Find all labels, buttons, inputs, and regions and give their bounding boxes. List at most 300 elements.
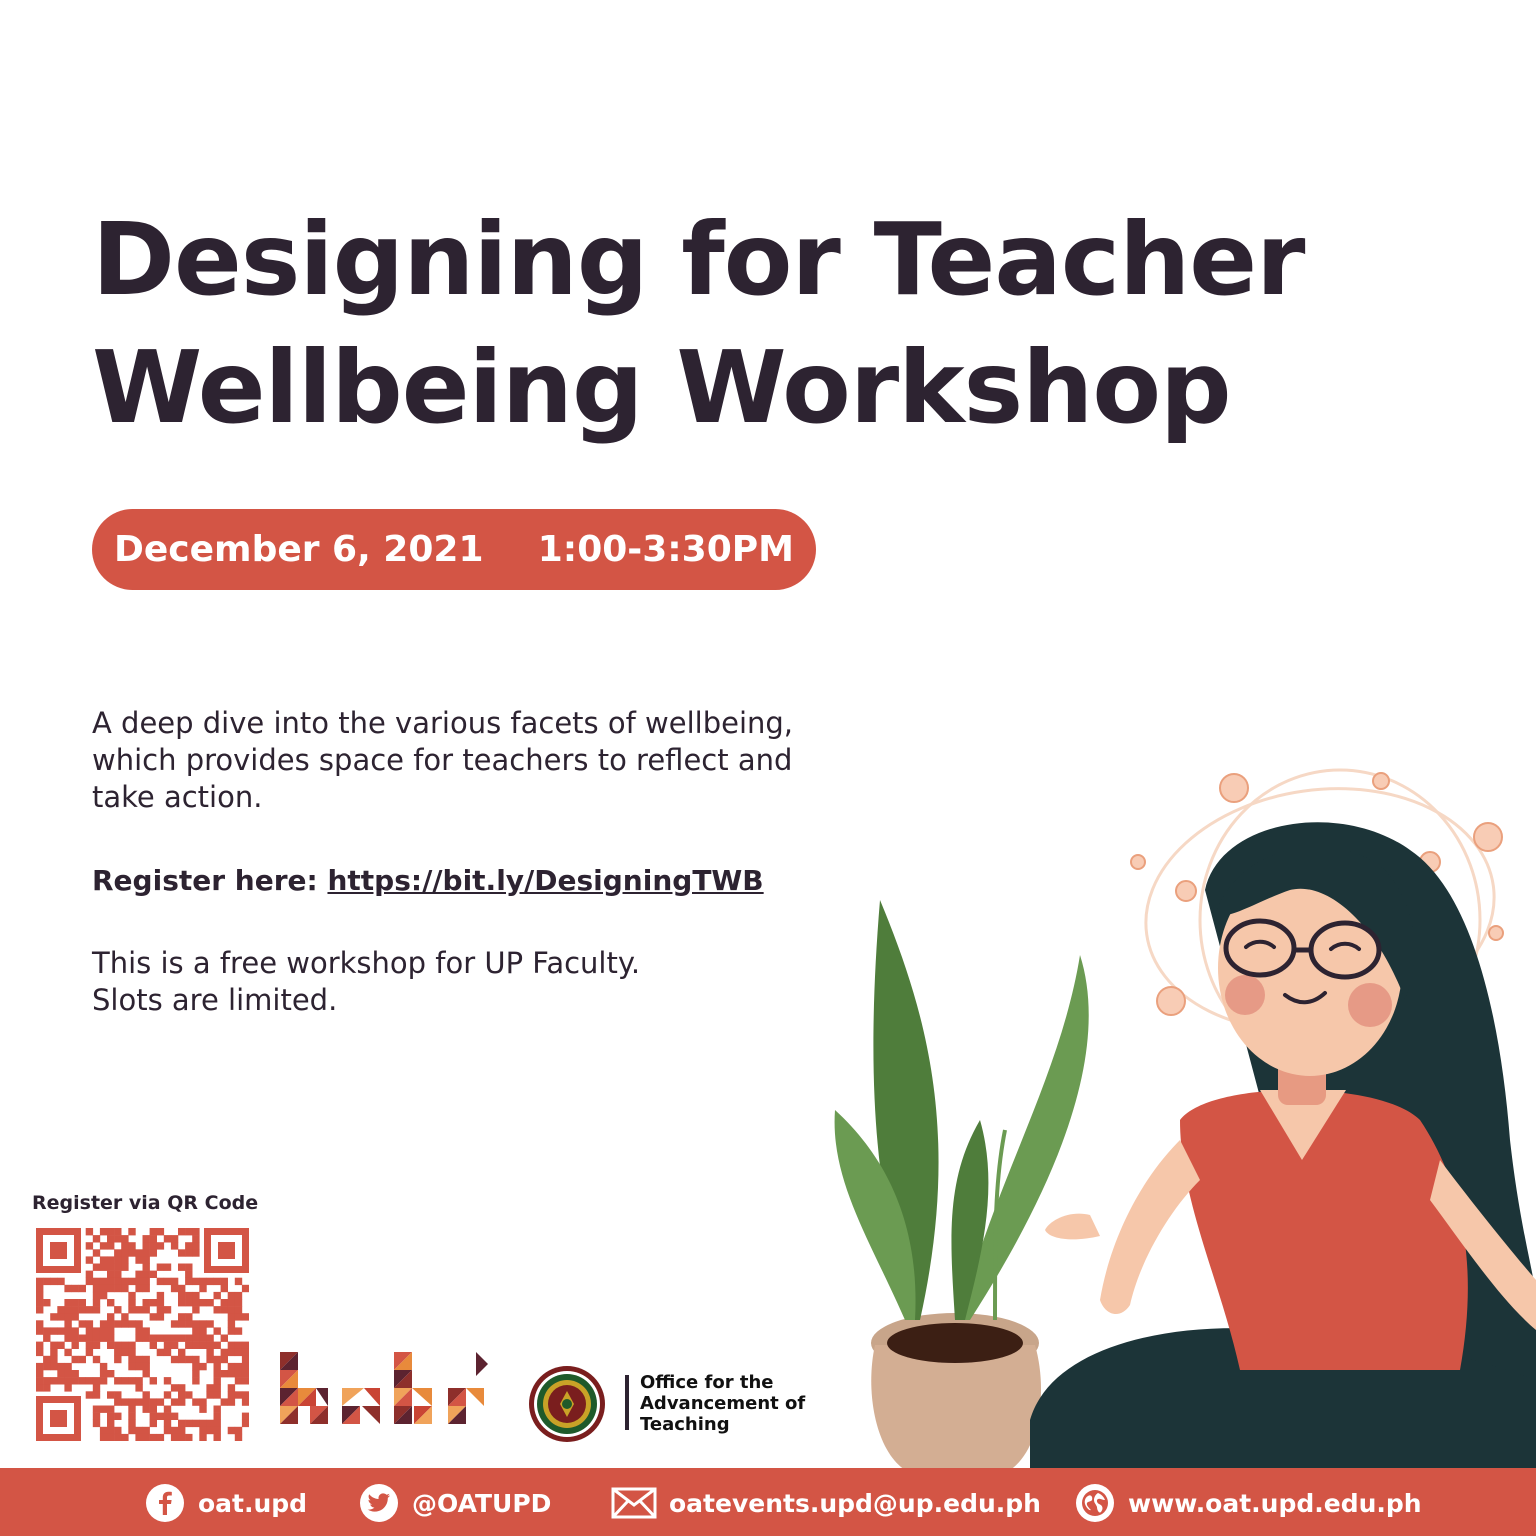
qr-module xyxy=(57,1370,64,1377)
qr-module xyxy=(79,1285,86,1292)
qr-module xyxy=(36,1292,43,1299)
qr-module xyxy=(206,1356,213,1363)
qr-module xyxy=(157,1335,164,1342)
qr-module xyxy=(79,1356,86,1363)
qr-module xyxy=(150,1313,157,1320)
qr-module xyxy=(107,1271,114,1278)
qr-module xyxy=(171,1235,178,1242)
qr-module xyxy=(114,1256,121,1263)
qr-module xyxy=(100,1377,107,1384)
qr-module xyxy=(121,1349,128,1356)
qr-module xyxy=(121,1278,128,1285)
qr-module xyxy=(114,1306,121,1313)
description-line-2: which provides space for teachers to reflect and xyxy=(92,743,793,777)
qr-module xyxy=(171,1335,178,1342)
availability-note xyxy=(92,945,852,1019)
qr-module xyxy=(192,1356,199,1363)
qr-module xyxy=(64,1285,71,1292)
qr-module xyxy=(242,1420,249,1427)
qr-module xyxy=(107,1327,114,1334)
qr-module xyxy=(100,1406,107,1413)
qr-module xyxy=(107,1420,114,1427)
qr-module xyxy=(100,1370,107,1377)
qr-module xyxy=(242,1356,249,1363)
habi-logo xyxy=(280,1352,490,1436)
qr-module xyxy=(114,1320,121,1327)
qr-module xyxy=(214,1327,221,1334)
qr-module xyxy=(206,1384,213,1391)
free-workshop-note: This is a free workshop for UP Faculty. xyxy=(92,946,641,980)
qr-module xyxy=(178,1391,185,1398)
qr-module xyxy=(100,1335,107,1342)
qr-module xyxy=(36,1363,43,1370)
qr-module xyxy=(128,1320,135,1327)
qr-module xyxy=(143,1398,150,1405)
qr-module xyxy=(43,1384,50,1391)
qr-module xyxy=(214,1342,221,1349)
qr-module xyxy=(107,1320,114,1327)
qr-module xyxy=(72,1306,79,1313)
qr-module xyxy=(93,1406,100,1413)
qr-module xyxy=(107,1413,114,1420)
qr-module xyxy=(93,1306,100,1313)
qr-module xyxy=(235,1342,242,1349)
qr-module xyxy=(157,1278,164,1285)
qr-module xyxy=(214,1413,221,1420)
qr-module xyxy=(206,1427,213,1434)
qr-module xyxy=(164,1420,171,1427)
qr-module xyxy=(164,1377,171,1384)
qr-module xyxy=(57,1306,64,1313)
website-link[interactable] xyxy=(1076,1484,1422,1522)
qr-module xyxy=(107,1235,114,1242)
qr-module xyxy=(121,1242,128,1249)
qr-module xyxy=(214,1377,221,1384)
qr-module xyxy=(221,1285,228,1292)
qr-module xyxy=(199,1363,206,1370)
qr-module xyxy=(79,1320,86,1327)
qr-module xyxy=(242,1349,249,1356)
qr-module xyxy=(185,1420,192,1427)
qr-module xyxy=(114,1342,121,1349)
qr-module xyxy=(171,1398,178,1405)
qr-module xyxy=(150,1406,157,1413)
qr-module xyxy=(150,1249,157,1256)
qr-module xyxy=(178,1228,185,1235)
oat-line-1: Office for the xyxy=(640,1372,774,1393)
qr-module xyxy=(171,1320,178,1327)
qr-module xyxy=(143,1306,150,1313)
qr-module xyxy=(72,1377,79,1384)
qr-module xyxy=(228,1299,235,1306)
qr-module xyxy=(121,1342,128,1349)
qr-module xyxy=(214,1370,221,1377)
qr-module xyxy=(214,1356,221,1363)
qr-module xyxy=(164,1413,171,1420)
oat-line-2: Advancement of xyxy=(640,1393,806,1414)
qr-module xyxy=(235,1370,242,1377)
qr-module xyxy=(150,1228,157,1235)
twitter-link[interactable] xyxy=(360,1484,551,1522)
qr-module xyxy=(64,1313,71,1320)
qr-module xyxy=(57,1313,64,1320)
qr-module xyxy=(178,1420,185,1427)
qr-module xyxy=(121,1434,128,1441)
qr-module xyxy=(242,1285,249,1292)
qr-module xyxy=(164,1264,171,1271)
qr-module xyxy=(157,1349,164,1356)
qr-module xyxy=(114,1235,121,1242)
qr-module xyxy=(242,1398,249,1405)
qr-module xyxy=(128,1349,135,1356)
qr-module xyxy=(72,1370,79,1377)
qr-module xyxy=(135,1427,142,1434)
qr-module xyxy=(164,1235,171,1242)
qr-module xyxy=(143,1406,150,1413)
qr-module xyxy=(150,1398,157,1405)
qr-module xyxy=(135,1306,142,1313)
qr-module xyxy=(164,1391,171,1398)
qr-module xyxy=(36,1320,43,1327)
qr-module xyxy=(206,1342,213,1349)
qr-module xyxy=(228,1370,235,1377)
qr-module xyxy=(157,1264,164,1271)
qr-module xyxy=(178,1320,185,1327)
qr-module xyxy=(128,1427,135,1434)
qr-module xyxy=(199,1285,206,1292)
qr-module xyxy=(192,1242,199,1249)
qr-module xyxy=(128,1249,135,1256)
qr-module xyxy=(135,1320,142,1327)
qr-module xyxy=(192,1335,199,1342)
up-seal-icon xyxy=(527,1364,607,1444)
qr-module xyxy=(114,1264,121,1271)
qr-module xyxy=(93,1342,100,1349)
qr-module xyxy=(100,1278,107,1285)
qr-module xyxy=(235,1427,242,1434)
qr-module xyxy=(178,1292,185,1299)
qr-module xyxy=(150,1235,157,1242)
qr-module xyxy=(206,1278,213,1285)
qr-module xyxy=(228,1349,235,1356)
qr-module xyxy=(143,1335,150,1342)
qr-module xyxy=(235,1299,242,1306)
qr-module xyxy=(100,1320,107,1327)
qr-module xyxy=(64,1306,71,1313)
qr-module xyxy=(150,1377,157,1384)
qr-module xyxy=(157,1299,164,1306)
qr-module xyxy=(79,1299,86,1306)
qr-module xyxy=(143,1427,150,1434)
qr-module xyxy=(199,1434,206,1441)
qr-module xyxy=(72,1356,79,1363)
qr-module xyxy=(199,1342,206,1349)
qr-module xyxy=(150,1413,157,1420)
oat-logo-text xyxy=(640,1372,805,1435)
qr-module xyxy=(178,1349,185,1356)
qr-module xyxy=(107,1427,114,1434)
qr-module xyxy=(36,1306,43,1313)
qr-module xyxy=(43,1377,50,1384)
qr-module xyxy=(128,1363,135,1370)
qr-module xyxy=(143,1370,150,1377)
qr-module xyxy=(43,1299,50,1306)
event-title xyxy=(92,196,1442,452)
qr-module xyxy=(214,1391,221,1398)
qr-module xyxy=(150,1434,157,1441)
qr-module xyxy=(185,1278,192,1285)
qr-module xyxy=(221,1299,228,1306)
qr-module xyxy=(86,1327,93,1334)
email-address: oatevents.upd@up.edu.ph xyxy=(669,1488,1041,1518)
qr-module xyxy=(93,1384,100,1391)
qr-module xyxy=(143,1285,150,1292)
qr-module xyxy=(171,1356,178,1363)
qr-module xyxy=(36,1342,43,1349)
qr-module xyxy=(128,1342,135,1349)
qr-module xyxy=(93,1413,100,1420)
qr-module xyxy=(199,1427,206,1434)
email-link[interactable] xyxy=(611,1484,1041,1522)
event-title-line-2: Wellbeing Workshop xyxy=(92,329,1231,446)
qr-module xyxy=(178,1313,185,1320)
qr-module xyxy=(143,1264,150,1271)
qr-module xyxy=(185,1271,192,1278)
qr-module xyxy=(199,1320,206,1327)
oat-line-3: Teaching xyxy=(640,1414,730,1435)
qr-module xyxy=(143,1235,150,1242)
qr-module xyxy=(57,1342,64,1349)
qr-module xyxy=(199,1406,206,1413)
qr-module xyxy=(235,1377,242,1384)
qr-module xyxy=(178,1285,185,1292)
website-url: www.oat.upd.edu.ph xyxy=(1128,1488,1422,1518)
qr-module xyxy=(178,1384,185,1391)
qr-module xyxy=(107,1228,114,1235)
qr-module xyxy=(164,1306,171,1313)
qr-module xyxy=(86,1335,93,1342)
qr-module xyxy=(143,1434,150,1441)
qr-module xyxy=(36,1370,43,1377)
qr-module xyxy=(36,1285,43,1292)
qr-module xyxy=(242,1377,249,1384)
qr-module xyxy=(50,1377,57,1384)
qr-module xyxy=(185,1242,192,1249)
qr-module xyxy=(100,1363,107,1370)
qr-module xyxy=(36,1278,43,1285)
qr-module xyxy=(128,1406,135,1413)
qr-module xyxy=(171,1413,178,1420)
qr-module xyxy=(192,1235,199,1242)
qr-module xyxy=(93,1264,100,1271)
qr-module xyxy=(135,1377,142,1384)
qr-module xyxy=(185,1249,192,1256)
qr-module xyxy=(192,1299,199,1306)
qr-module xyxy=(143,1256,150,1263)
qr-module xyxy=(36,1299,43,1306)
qr-module xyxy=(199,1278,206,1285)
qr-module xyxy=(107,1342,114,1349)
qr-module xyxy=(50,1313,57,1320)
qr-module xyxy=(93,1249,100,1256)
qr-module xyxy=(228,1427,235,1434)
qr-module xyxy=(214,1384,221,1391)
qr-module xyxy=(86,1228,93,1235)
qr-module xyxy=(228,1363,235,1370)
qr-module xyxy=(100,1427,107,1434)
qr-module xyxy=(135,1363,142,1370)
qr-module xyxy=(121,1285,128,1292)
qr-module xyxy=(185,1264,192,1271)
qr-module xyxy=(128,1299,135,1306)
qr-module xyxy=(150,1299,157,1306)
qr-module xyxy=(72,1335,79,1342)
qr-module xyxy=(93,1235,100,1242)
facebook-icon xyxy=(146,1484,184,1522)
qr-module xyxy=(114,1391,121,1398)
qr-module xyxy=(57,1377,64,1384)
qr-module xyxy=(93,1285,100,1292)
date-time-pill xyxy=(92,509,816,590)
qr-module xyxy=(121,1256,128,1263)
qr-module xyxy=(114,1278,121,1285)
registration-qr-code[interactable] xyxy=(36,1228,249,1441)
qr-module xyxy=(128,1420,135,1427)
qr-module xyxy=(185,1342,192,1349)
qr-module xyxy=(228,1384,235,1391)
qr-module xyxy=(135,1356,142,1363)
qr-module xyxy=(100,1228,107,1235)
qr-module xyxy=(242,1391,249,1398)
facebook-link[interactable] xyxy=(146,1484,307,1522)
twitter-handle: @OATUPD xyxy=(412,1488,552,1518)
qr-module xyxy=(50,1278,57,1285)
qr-module xyxy=(36,1327,43,1334)
qr-module xyxy=(128,1413,135,1420)
qr-module xyxy=(121,1320,128,1327)
qr-module xyxy=(235,1306,242,1313)
qr-module xyxy=(93,1420,100,1427)
qr-module xyxy=(135,1398,142,1405)
qr-module xyxy=(114,1377,121,1384)
qr-module xyxy=(114,1228,121,1235)
qr-module xyxy=(228,1327,235,1334)
qr-module xyxy=(114,1249,121,1256)
qr-module xyxy=(107,1299,114,1306)
qr-module xyxy=(107,1242,114,1249)
qr-module xyxy=(143,1271,150,1278)
qr-module xyxy=(121,1235,128,1242)
qr-module xyxy=(157,1306,164,1313)
qr-module xyxy=(79,1306,86,1313)
qr-caption: Register via QR Code xyxy=(32,1192,259,1214)
qr-module xyxy=(221,1356,228,1363)
event-description xyxy=(92,705,852,816)
qr-module xyxy=(93,1327,100,1334)
qr-module xyxy=(157,1313,164,1320)
qr-module xyxy=(199,1420,206,1427)
qr-module xyxy=(192,1342,199,1349)
qr-module xyxy=(192,1292,199,1299)
qr-module xyxy=(150,1242,157,1249)
qr-module xyxy=(107,1313,114,1320)
qr-module xyxy=(114,1349,121,1356)
qr-module xyxy=(235,1313,242,1320)
qr-module xyxy=(192,1249,199,1256)
qr-module xyxy=(93,1278,100,1285)
qr-module xyxy=(214,1363,221,1370)
qr-module xyxy=(157,1228,164,1235)
qr-module xyxy=(206,1299,213,1306)
qr-module xyxy=(242,1413,249,1420)
qr-module xyxy=(93,1335,100,1342)
qr-module xyxy=(235,1434,242,1441)
qr-module xyxy=(235,1327,242,1334)
qr-module xyxy=(171,1285,178,1292)
teacher-meditating-illustration xyxy=(820,760,1536,1470)
qr-module xyxy=(114,1427,121,1434)
qr-module xyxy=(57,1327,64,1334)
description-line-3: take action. xyxy=(92,780,263,814)
qr-module xyxy=(43,1356,50,1363)
qr-module xyxy=(86,1320,93,1327)
qr-module xyxy=(114,1398,121,1405)
qr-module xyxy=(50,1363,57,1370)
qr-module xyxy=(128,1306,135,1313)
qr-module xyxy=(135,1327,142,1334)
qr-module xyxy=(93,1377,100,1384)
oat-divider xyxy=(625,1375,629,1430)
qr-module xyxy=(100,1327,107,1334)
qr-module xyxy=(235,1363,242,1370)
qr-module xyxy=(86,1306,93,1313)
qr-module xyxy=(107,1434,114,1441)
qr-module xyxy=(206,1391,213,1398)
qr-module xyxy=(143,1391,150,1398)
qr-module xyxy=(157,1242,164,1249)
qr-module xyxy=(128,1292,135,1299)
qr-module xyxy=(100,1285,107,1292)
qr-module xyxy=(192,1398,199,1405)
qr-module xyxy=(50,1327,57,1334)
qr-module xyxy=(157,1434,164,1441)
email-icon xyxy=(611,1487,657,1519)
qr-module xyxy=(228,1398,235,1405)
qr-module xyxy=(107,1370,114,1377)
qr-module xyxy=(185,1228,192,1235)
qr-module xyxy=(221,1335,228,1342)
event-date: December 6, 2021 xyxy=(114,529,484,570)
qr-module xyxy=(235,1292,242,1299)
qr-module xyxy=(128,1242,135,1249)
qr-module xyxy=(164,1349,171,1356)
qr-module xyxy=(107,1256,114,1263)
qr-module xyxy=(228,1306,235,1313)
qr-module xyxy=(143,1249,150,1256)
qr-module xyxy=(64,1384,71,1391)
qr-module xyxy=(107,1391,114,1398)
qr-module xyxy=(178,1299,185,1306)
qr-module xyxy=(192,1420,199,1427)
qr-module xyxy=(64,1349,71,1356)
qr-module xyxy=(242,1342,249,1349)
qr-module xyxy=(107,1264,114,1271)
qr-module xyxy=(121,1264,128,1271)
qr-module xyxy=(206,1320,213,1327)
qr-module xyxy=(128,1278,135,1285)
qr-module xyxy=(86,1256,93,1263)
register-link[interactable]: https://bit.ly/DesigningTWB xyxy=(327,864,764,897)
